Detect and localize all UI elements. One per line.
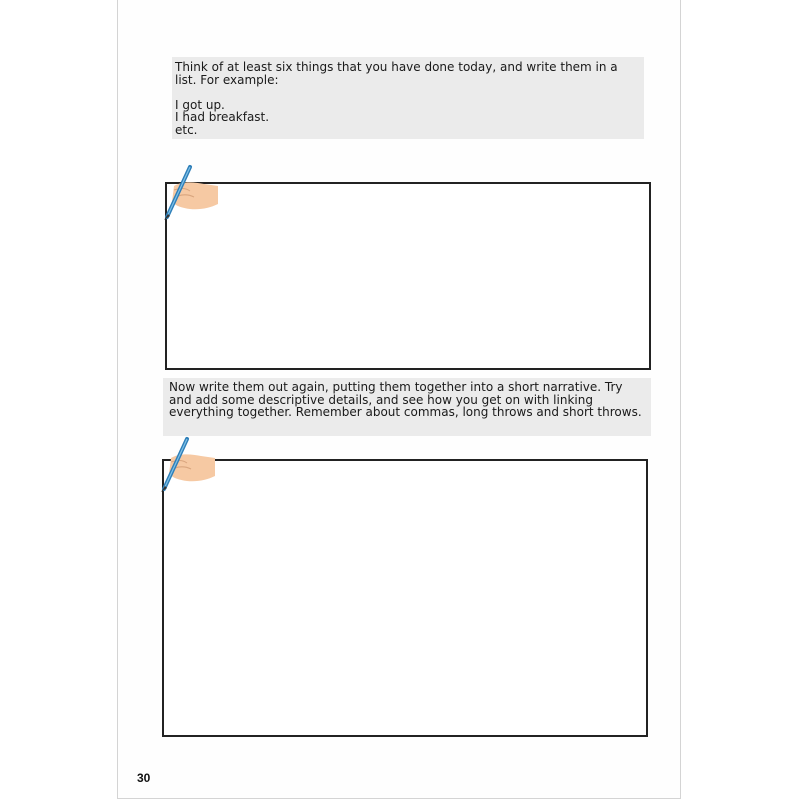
writing-hand-icon [157, 436, 217, 494]
writing-box-narrative[interactable] [162, 459, 648, 737]
instruction-list-prompt: Think of at least six things that you have done today, and write them in a list. For example: I got up. I had breakfast. etc. [172, 57, 644, 139]
writing-hand-icon [160, 164, 220, 222]
page-number: 30 [137, 771, 151, 785]
writing-box-list[interactable] [165, 182, 651, 370]
instruction-narrative-prompt: Now write them out again, putting them together into a short narrative. Try and add some descriptive details, and see how you get on with linking everything together. Remember about commas, long throws and short throws. [163, 378, 651, 436]
